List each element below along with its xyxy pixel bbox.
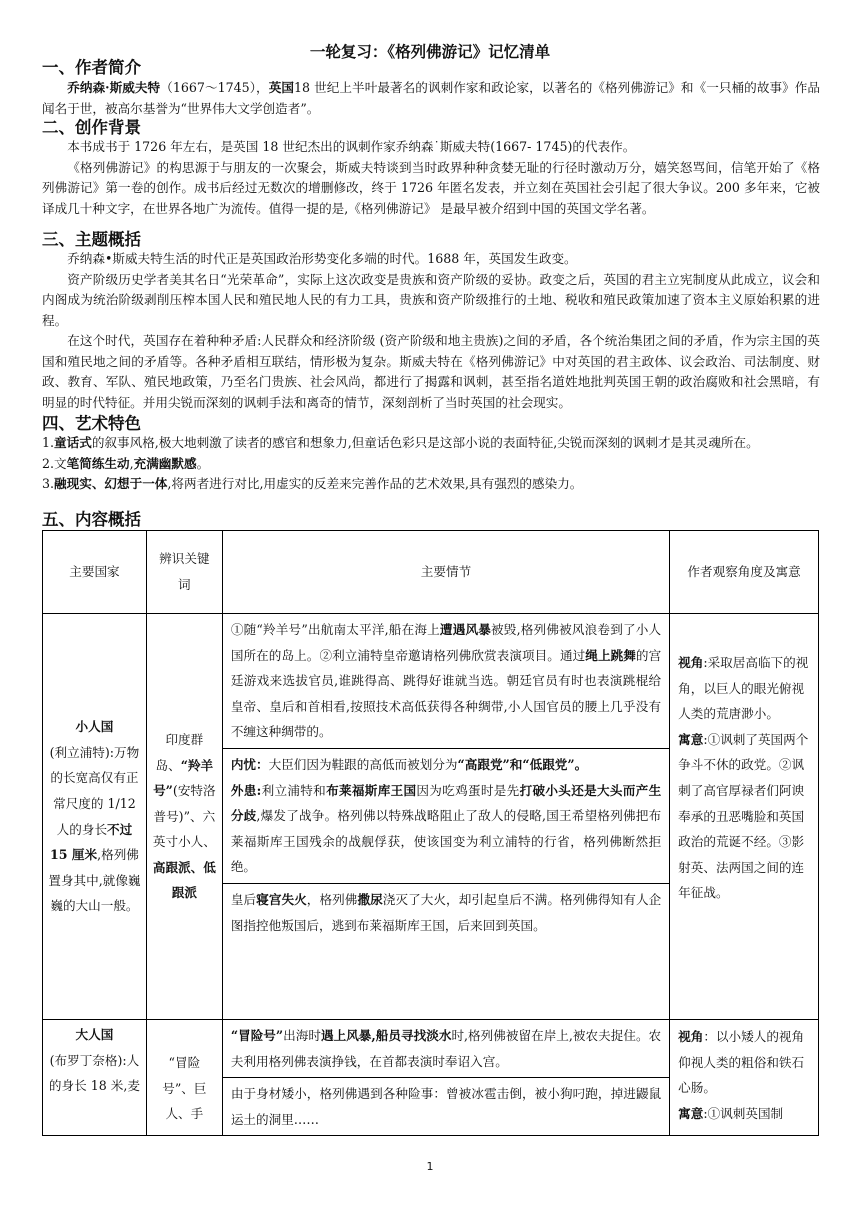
plot3-post: 浇灭了大火，却引起皇后不满。格列佛得知有人企图指控他叛国后，逃到布莱福斯库王国，后来回到英国。 — [230, 891, 662, 933]
view-label: 视角 — [678, 655, 704, 670]
kw-bold-2: 高跟派、低跟派 — [152, 859, 216, 901]
art-item-2-pre: 文 — [54, 455, 67, 471]
plot-segment-3 — [223, 884, 669, 941]
meaning-text: :①讽刺了英国两个争斗不休的政党。②讽刺了高官厚禄者们阿谀奉承的丑恶嘴脸和英国政治的荒诞不经。③影射英、法两国之间的连年征战。 — [678, 731, 809, 901]
meaning-label: 寓意 — [678, 1105, 704, 1121]
plot1-text-1: 出海时 — [283, 1028, 321, 1043]
author-text: 18 世纪上半叶最著名的讽刺作家和政论家，以著名的《格列佛游记》和《一只桶的故事》作品闻名于世，被高尔基誉为“世界伟大文学创造者”。 — [42, 80, 821, 116]
author-name: 乔纳森·斯威夫特 — [67, 80, 161, 95]
theme-paragraphs — [42, 249, 820, 413]
art-item-2-bold2: 充满幽默感 — [133, 455, 197, 471]
table-row — [43, 614, 819, 1020]
country-desc: (布罗丁奈格):人的身长 18 米,麦 — [48, 1052, 140, 1094]
view-cell-brobdingnag — [670, 1020, 819, 1136]
plot1-bold-1: 遭遇风暴 — [439, 622, 492, 637]
plot-cell-brobdingnag — [222, 1020, 669, 1136]
plot2-mid: 大臣们因为鞋跟的高低而被划分为 — [268, 756, 458, 772]
background-p2: 《格列佛游记》的构思源于与朋友的一次聚会，斯威夫特谈到当时政界种种贪婪无耻的行径时激动万分，嬉笑怒骂间，信笔开始了《格列佛游记》第一卷的创作。成书后经过无数次的增删修改，终于 1726 年匿名发表，并立刻在英国社会引起了很大争议。200 多年来，它被译成几十种文字，在世界各地广为流传。值得一提的是,《格列佛游记》 是最早被介绍到中国的英国文学名著。 — [42, 159, 820, 216]
plot1-pre: ①随“羚羊号”出航南太平洋,船在海上 — [230, 622, 440, 637]
content-table — [42, 530, 819, 1136]
author-years: （1667～1745）， — [160, 80, 269, 95]
theme-p1: 乔纳森•斯威夫特生活的时代正是英国政治形势变化多端的时代。1688 年，英国发生政变。 — [67, 251, 577, 266]
kw-text: “冒险号”、巨人、手 — [162, 1055, 207, 1122]
art-item-2 — [42, 454, 820, 475]
plot1-bold-2: 绳上跳舞 — [585, 647, 636, 663]
plot2-bold-1: 内忧： — [230, 756, 269, 772]
art-item-2-mid: , — [129, 455, 134, 471]
plot2-bold-2: “高跟党”和“低跟党”。 — [457, 756, 588, 772]
art-item-3 — [42, 474, 820, 495]
view-text: :采取居高临下的视角，以巨人的眼光俯视人类的荒唐渺小。 — [678, 655, 809, 722]
section-heading-theme: 三、主题概括 — [42, 230, 141, 249]
country-desc-bold: 不过 15 厘米 — [49, 821, 133, 863]
country-desc-post: ,格列佛置身其中,就像巍巍的大山一般。 — [48, 847, 141, 914]
country-cell-brobdingnag — [43, 1020, 147, 1136]
table-header-row — [43, 531, 819, 614]
keywords-cell-lilliput — [146, 614, 222, 1020]
kw-bold-1: “羚羊号” — [153, 757, 214, 799]
table-row — [43, 1020, 819, 1136]
art-item-1-bold: 童话式 — [54, 435, 92, 450]
theme-p2: 资产阶级历史学者美其名日“光荣革命”，实际上这次政变是贵族和资产阶级的妥协。政变之后，英国的君主立宪制度从此成立，议会和内阁成为统治阶级剥削压榨本国人民和殖民地人民的有力工具，贵族和资产阶级推行的土地、税收和殖民政策加速了资本主义原始积累的进程。 — [42, 271, 820, 328]
country-desc-pre: (利立浦特):万物的长宽高仅有正常尺度的 1/12 人的身长 — [49, 744, 140, 837]
country-name: 大人国 — [75, 1027, 114, 1042]
author-country: 英国 — [268, 80, 295, 95]
plot3-bold-2: 撒尿 — [357, 891, 383, 907]
section-heading-background: 二、创作背景 — [42, 118, 141, 137]
plot1-post: 的宫廷游戏来选拔官员,谁跳得高、跳得好谁就当选。朝廷官员有时也表演跳棍给皇帝、皇后和首相看,按照技术高低获得各种绸带,小人国官员的腰上几乎没有不缠这种绸带的。 — [230, 647, 662, 740]
kw-mid: (安特洛普号)”、六英寸小人、 — [152, 783, 216, 850]
view-text: ：以小矮人的视角仰视人类的粗俗和铁石心肠。 — [678, 1029, 805, 1096]
meaning-text: :①讽刺英国制 — [703, 1105, 784, 1121]
background-p1: 本书成书于 1726 年左右，是英国 18 世纪杰出的讽刺作家乔纳森˙斯威夫特(1667- 1745)的代表作。 — [67, 139, 636, 154]
author-paragraph — [42, 78, 820, 119]
plot1-text-2: 时,格列佛被留在岸上,被农夫捉住。农夫利用格列佛表演挣钱，在首都表演时奉诏入宫。 — [230, 1028, 662, 1069]
header-country: 主要国家 — [43, 531, 147, 614]
section-heading-art: 四、艺术特色 — [42, 414, 141, 433]
view-label: 视角 — [678, 1029, 704, 1044]
header-plot: 主要情节 — [222, 531, 669, 614]
plot2-text-2: 利立浦特和 — [261, 782, 327, 798]
plot2-text-4: ,爆发了战争。格列佛以特殊战略阻止了敌人的侵略,国王希望格列佛把布莱福斯库王国残余的战舰俘获，使该国变为利立浦特的行省，格列佛断然拒绝。 — [230, 808, 662, 875]
art-item-1-text: 的叙事风格,极大地刺激了读者的感官和想象力,但童话色彩只是这部小说的表面特征,尖锐而深刻的讽刺才是其灵魂所在。 — [91, 435, 759, 450]
art-features — [42, 433, 820, 495]
plot-segment-2 — [223, 749, 669, 884]
art-item-3-text: ,将两者进行对比,用虚实的反差来完善作品的艺术效果,具有强烈的感染力。 — [167, 476, 583, 491]
art-item-2-end: 。 — [196, 455, 210, 471]
country-name: 小人国 — [75, 719, 114, 735]
header-keywords: 辨识关键词 — [146, 531, 222, 614]
plot3-bold-1: 寝宫失火 — [256, 891, 307, 907]
plot1-bold-2: 遇上风暴,船员寻找淡水 — [320, 1028, 452, 1043]
art-item-1-num: 1. — [42, 435, 55, 450]
plot3-mid: ，格列佛 — [306, 891, 358, 907]
page-number: 1 — [426, 1160, 434, 1173]
plot2-bold-5: 打破小头还是大头而产生分歧 — [230, 782, 662, 824]
art-item-1 — [42, 433, 820, 454]
plot-segment-1 — [223, 1020, 669, 1078]
background-paragraphs — [42, 137, 820, 219]
plot-segment-1 — [223, 614, 669, 749]
header-view: 作者观察角度及寓意 — [670, 531, 819, 614]
art-item-2-bold: 笔简练生动 — [66, 455, 130, 471]
art-item-2-num: 2. — [42, 455, 55, 471]
plot-cell-lilliput — [222, 614, 669, 1020]
theme-p3: 在这个时代，英国存在着种种矛盾:人民群众和经济阶级 (资产阶级和地主贵族)之间的矛盾，各个统治集团之间的矛盾，作为宗主国的英国和殖民地之间的矛盾等。各种矛盾相互联结，情形极为复杂。斯威夫特在《格列佛游记》中对英国的君主政体、议会政治、司法制度、财政、教育、军队、殖民地政策，乃至名门贵族、社会风尚，都进行了揭露和讽刺，甚至指名道姓地批判英国王朝的政治腐败和社会黑暗，有明显的时代特征。并用尖锐而深刻的讽刺手法和离奇的情节，深刻剖析了当时英国的社会现实。 — [42, 333, 820, 410]
plot3-pre: 皇后 — [230, 891, 257, 907]
plot2-bold-4: 布莱福斯库王国 — [326, 782, 417, 798]
plot2-text-3: 因为吃鸡蛋时是先 — [416, 782, 520, 798]
page-title: 一轮复习：《格列佛游记》记忆清单 — [309, 43, 551, 61]
keywords-cell-brobdingnag — [146, 1020, 222, 1136]
plot1-mid: 被毁,格列佛被风浪卷到了小人国所在的岛上。②利立浦特皇帝邀请格列佛欣赏表演项目。通过 — [230, 622, 662, 663]
plot-segment-2: 由于身材矮小，格列佛遇到各种险事：曾被冰雹击倒，被小狗叼跑，掉进鼹鼠运土的洞里…… — [230, 1086, 662, 1127]
section-heading-content: 五、内容概括 — [42, 510, 141, 529]
view-cell-lilliput — [670, 614, 819, 1020]
art-item-3-bold: 融现实、幻想于一体 — [54, 476, 168, 491]
country-cell-lilliput — [43, 614, 147, 1020]
kw-pre: 印度群岛、 — [155, 731, 204, 773]
plot2-bold-3: 外患: — [230, 782, 262, 798]
meaning-label: 寓意 — [678, 731, 704, 747]
section-heading-author: 一、作者简介 — [42, 58, 141, 77]
art-item-3-num: 3. — [42, 476, 55, 491]
plot1-bold-1: “冒险号” — [230, 1028, 284, 1043]
